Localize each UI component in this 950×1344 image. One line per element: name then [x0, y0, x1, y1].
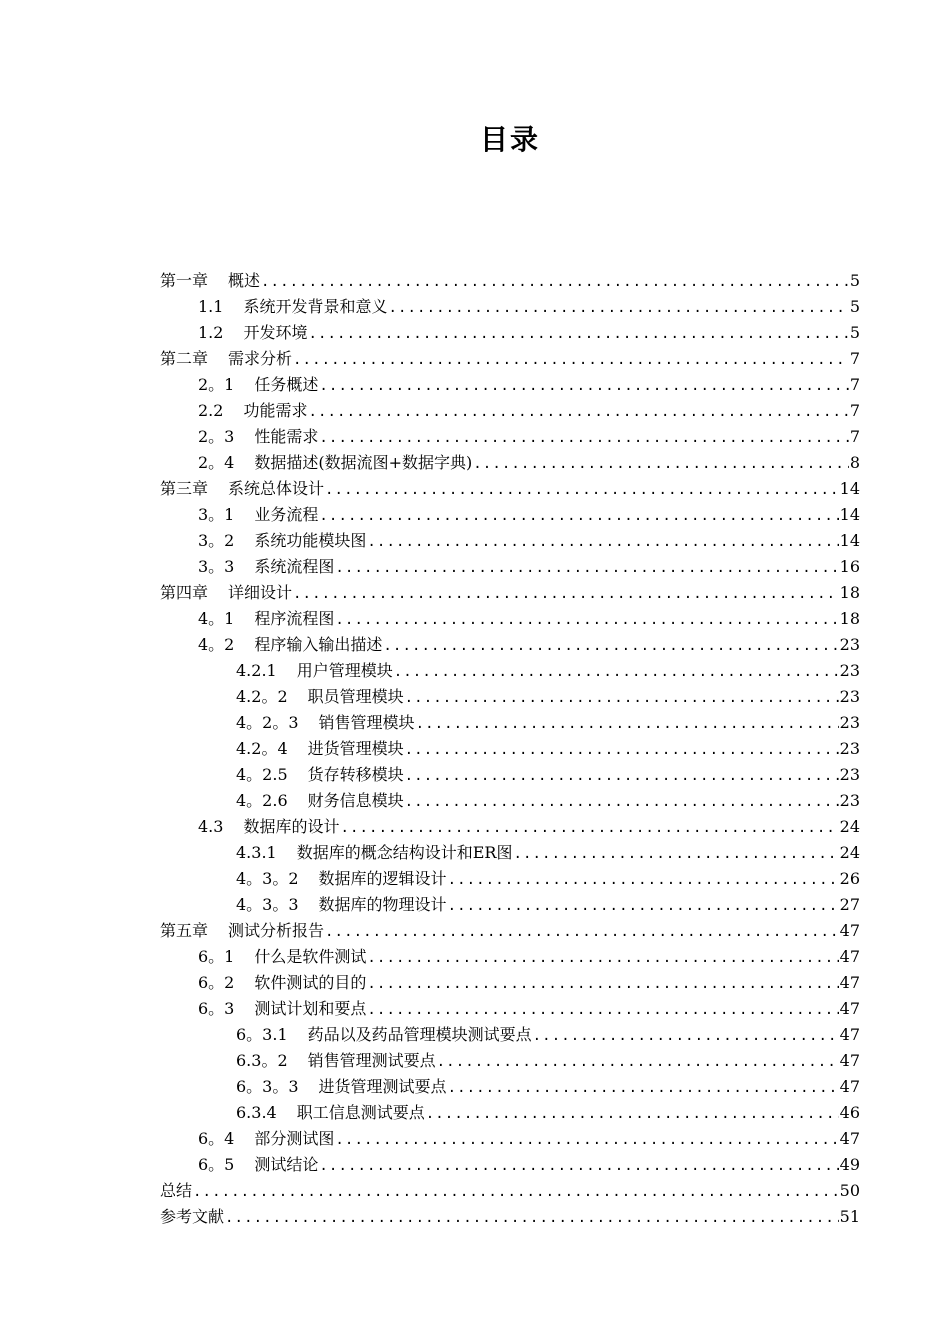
toc-entry[interactable]	[160, 1178, 860, 1204]
toc-entry-label: 数据库的逻辑设计	[318, 869, 447, 888]
toc-entry[interactable]	[160, 1100, 860, 1126]
toc-dot-leader	[225, 1205, 839, 1231]
toc-entry-label: 什么是软件测试	[254, 947, 367, 966]
toc-entry[interactable]	[160, 996, 860, 1022]
toc-entry-number: 1.2	[198, 323, 224, 342]
toc-entry-page-number: 23	[839, 765, 860, 784]
toc-entry-page-number: 5	[849, 297, 860, 316]
toc-entry-number: 2。4	[198, 453, 235, 472]
toc-entry-page-number: 23	[839, 635, 860, 654]
toc-entry-label: 任务概述	[254, 375, 319, 394]
toc-entry-label: 销售管理模块	[318, 713, 415, 732]
toc-entry[interactable]	[160, 320, 860, 346]
toc-dot-leader	[405, 737, 839, 763]
toc-dot-leader	[319, 1153, 838, 1179]
toc-entry[interactable]	[160, 684, 860, 710]
toc-entry[interactable]	[160, 1126, 860, 1152]
toc-dot-leader	[448, 893, 839, 919]
toc-dot-leader	[335, 607, 838, 633]
toc-entry-page-number: 7	[849, 401, 860, 420]
toc-entry-number: 4。2.6	[236, 791, 288, 810]
toc-entry[interactable]	[160, 372, 860, 398]
toc-entry-number: 6。5	[198, 1155, 235, 1174]
toc-entry-label: 需求分析	[228, 349, 293, 368]
toc-entry-page-number: 50	[839, 1181, 860, 1200]
toc-entry[interactable]	[160, 866, 860, 892]
toc-entry[interactable]	[160, 788, 860, 814]
toc-entry-label: 销售管理测试要点	[307, 1051, 436, 1070]
toc-entry[interactable]	[160, 346, 860, 372]
toc-entry[interactable]	[160, 840, 860, 866]
toc-entry-page-number: 14	[839, 531, 860, 550]
toc-entry[interactable]	[160, 528, 860, 554]
toc-entry-page-number: 23	[839, 791, 860, 810]
toc-entry-page-number: 23	[839, 713, 860, 732]
toc-entry-label: 概述	[228, 271, 261, 290]
toc-entry-number: 3。2	[198, 531, 235, 550]
toc-dot-leader	[367, 997, 838, 1023]
toc-dot-leader	[308, 399, 848, 425]
toc-entry-number: 第四章	[160, 583, 209, 602]
toc-entry-page-number: 7	[849, 427, 860, 446]
toc-entry-label: 财务信息模块	[307, 791, 404, 810]
toc-entry[interactable]	[160, 580, 860, 606]
toc-entry-label: 程序输入输出描述	[254, 635, 383, 654]
toc-entry-page-number: 47	[839, 1051, 860, 1070]
toc-entry-label: 职员管理模块	[307, 687, 404, 706]
table-of-contents	[160, 268, 860, 1230]
toc-entry[interactable]	[160, 450, 860, 476]
toc-dot-leader	[405, 789, 839, 815]
toc-entry-page-number: 47	[839, 999, 860, 1018]
toc-entry-label: 数据库的设计	[243, 817, 340, 836]
toc-entry-page-number: 46	[839, 1103, 860, 1122]
toc-entry-label: 测试计划和要点	[254, 999, 367, 1018]
toc-entry[interactable]	[160, 268, 860, 294]
toc-entry-label: 数据库的概念结构设计和ER图	[296, 843, 513, 862]
toc-entry[interactable]	[160, 736, 860, 762]
toc-dot-leader	[325, 477, 839, 503]
toc-entry-page-number: 5	[849, 323, 860, 342]
toc-entry-label: 业务流程	[254, 505, 319, 524]
toc-entry[interactable]	[160, 762, 860, 788]
toc-entry-label: 详细设计	[228, 583, 293, 602]
toc-entry-page-number: 23	[839, 661, 860, 680]
toc-entry-number: 4.2.1	[236, 661, 277, 680]
toc-entry[interactable]	[160, 1048, 860, 1074]
toc-entry-number: 4。3。3	[236, 895, 299, 914]
toc-entry[interactable]	[160, 918, 860, 944]
toc-entry-label: 软件测试的目的	[254, 973, 367, 992]
toc-entry-number: 第三章	[160, 479, 209, 498]
toc-entry[interactable]	[160, 710, 860, 736]
toc-entry-label: 数据库的物理设计	[318, 895, 447, 914]
toc-entry-label: 用户管理模块	[296, 661, 393, 680]
toc-dot-leader	[293, 347, 849, 373]
toc-entry-number: 1.1	[198, 297, 224, 316]
toc-dot-leader	[383, 633, 838, 659]
toc-dot-leader	[394, 659, 839, 685]
toc-dot-leader	[533, 1023, 839, 1049]
toc-entry-label: 系统总体设计	[228, 479, 325, 498]
toc-entry-label: 数据描述(数据流图+数据字典)	[254, 453, 473, 472]
toc-entry-number: 4。3。2	[236, 869, 299, 888]
toc-dot-leader	[193, 1179, 839, 1205]
toc-entry-page-number: 47	[839, 1129, 860, 1148]
toc-entry-page-number: 47	[839, 947, 860, 966]
toc-entry-number: 3。3	[198, 557, 235, 576]
toc-entry[interactable]	[160, 658, 860, 684]
toc-entry-page-number: 47	[839, 1077, 860, 1096]
toc-entry[interactable]	[160, 892, 860, 918]
toc-entry-number: 6.3.4	[236, 1103, 277, 1122]
toc-entry[interactable]	[160, 1152, 860, 1178]
toc-entry-label: 职工信息测试要点	[296, 1103, 425, 1122]
toc-entry-page-number: 26	[839, 869, 860, 888]
toc-entry-page-number: 18	[839, 583, 860, 602]
toc-entry-label: 总结	[160, 1181, 193, 1200]
toc-dot-leader	[388, 295, 848, 321]
toc-dot-leader	[261, 269, 849, 295]
toc-entry-number: 4.2。4	[236, 739, 288, 758]
toc-entry-number: 第二章	[160, 349, 209, 368]
toc-entry-number: 6。3	[198, 999, 235, 1018]
toc-entry-page-number: 24	[839, 817, 860, 836]
toc-entry[interactable]	[160, 1204, 860, 1230]
toc-dot-leader	[340, 815, 838, 841]
toc-entry-page-number: 49	[839, 1155, 860, 1174]
toc-entry[interactable]	[160, 424, 860, 450]
toc-entry[interactable]	[160, 398, 860, 424]
toc-entry-page-number: 47	[839, 921, 860, 940]
toc-entry-page-number: 16	[839, 557, 860, 576]
toc-dot-leader	[473, 451, 849, 477]
toc-entry[interactable]	[160, 1074, 860, 1100]
toc-entry-page-number: 18	[839, 609, 860, 628]
toc-entry[interactable]	[160, 554, 860, 580]
toc-entry-label: 参考文献	[160, 1207, 225, 1226]
toc-dot-leader	[405, 763, 839, 789]
toc-entry[interactable]	[160, 944, 860, 970]
toc-entry-number: 4.3	[198, 817, 224, 836]
toc-entry-label: 部分测试图	[254, 1129, 335, 1148]
toc-dot-leader	[319, 425, 848, 451]
toc-dot-leader	[319, 373, 848, 399]
toc-entry-label: 进货管理测试要点	[318, 1077, 447, 1096]
toc-entry-label: 性能需求	[254, 427, 319, 446]
toc-dot-leader	[367, 945, 838, 971]
toc-entry-page-number: 14	[839, 505, 860, 524]
toc-entry-number: 2。3	[198, 427, 235, 446]
toc-entry-page-number: 47	[839, 1025, 860, 1044]
toc-entry-number: 第五章	[160, 921, 209, 940]
toc-entry-label: 系统开发背景和意义	[243, 297, 388, 316]
toc-entry-label: 货存转移模块	[307, 765, 404, 784]
toc-entry[interactable]	[160, 814, 860, 840]
toc-entry-number: 4。1	[198, 609, 235, 628]
toc-entry-page-number: 5	[849, 271, 860, 290]
toc-dot-leader	[448, 1075, 839, 1101]
toc-entry-label: 进货管理模块	[307, 739, 404, 758]
toc-entry[interactable]	[160, 970, 860, 996]
toc-entry-number: 6。2	[198, 973, 235, 992]
toc-dot-leader	[293, 581, 839, 607]
toc-entry[interactable]	[160, 502, 860, 528]
toc-entry-page-number: 8	[849, 453, 860, 472]
toc-dot-leader	[308, 321, 848, 347]
toc-entry[interactable]	[160, 294, 860, 320]
toc-entry-number: 4.2。2	[236, 687, 288, 706]
toc-dot-leader	[405, 685, 839, 711]
toc-entry-page-number: 24	[839, 843, 860, 862]
toc-entry[interactable]	[160, 476, 860, 502]
toc-entry-number: 3。1	[198, 505, 235, 524]
toc-dot-leader	[367, 971, 838, 997]
toc-entry-number: 6。1	[198, 947, 235, 966]
toc-entry-page-number: 51	[839, 1207, 860, 1226]
toc-entry-number: 6。3。3	[236, 1077, 299, 1096]
toc-entry-number: 2。1	[198, 375, 235, 394]
toc-entry-number: 6.3。2	[236, 1051, 288, 1070]
toc-entry-number: 2.2	[198, 401, 224, 420]
toc-entry-label: 开发环境	[243, 323, 308, 342]
toc-entry-label: 程序流程图	[254, 609, 335, 628]
toc-entry-page-number: 23	[839, 687, 860, 706]
toc-dot-leader	[325, 919, 839, 945]
toc-entry-page-number: 47	[839, 973, 860, 992]
toc-dot-leader	[335, 1127, 838, 1153]
toc-dot-leader	[513, 841, 838, 867]
toc-dot-leader	[335, 555, 838, 581]
toc-dot-leader	[448, 867, 839, 893]
toc-entry-number: 4.3.1	[236, 843, 277, 862]
toc-entry-label: 功能需求	[243, 401, 308, 420]
page-title: 目录	[479, 123, 540, 156]
toc-dot-leader	[319, 503, 838, 529]
toc-entry[interactable]	[160, 1022, 860, 1048]
toc-entry-page-number: 23	[839, 739, 860, 758]
toc-dot-leader	[367, 529, 838, 555]
toc-entry-page-number: 7	[849, 349, 860, 368]
toc-entry-number: 6。4	[198, 1129, 235, 1148]
toc-entry-number: 4。2。3	[236, 713, 299, 732]
toc-entry-label: 药品以及药品管理模块测试要点	[307, 1025, 532, 1044]
toc-entry-label: 系统流程图	[254, 557, 335, 576]
toc-entry-label: 系统功能模块图	[254, 531, 367, 550]
toc-entry-number: 第一章	[160, 271, 209, 290]
toc-entry-label: 测试结论	[254, 1155, 319, 1174]
toc-dot-leader	[416, 711, 839, 737]
toc-entry-number: 6。3.1	[236, 1025, 288, 1044]
toc-dot-leader	[426, 1101, 839, 1127]
toc-entry[interactable]	[160, 632, 860, 658]
toc-entry-number: 4。2	[198, 635, 235, 654]
toc-entry-label: 测试分析报告	[228, 921, 325, 940]
toc-entry-page-number: 14	[839, 479, 860, 498]
toc-entry-page-number: 27	[839, 895, 860, 914]
toc-entry[interactable]	[160, 606, 860, 632]
toc-dot-leader	[437, 1049, 839, 1075]
toc-entry-number: 4。2.5	[236, 765, 288, 784]
toc-entry-page-number: 7	[849, 375, 860, 394]
